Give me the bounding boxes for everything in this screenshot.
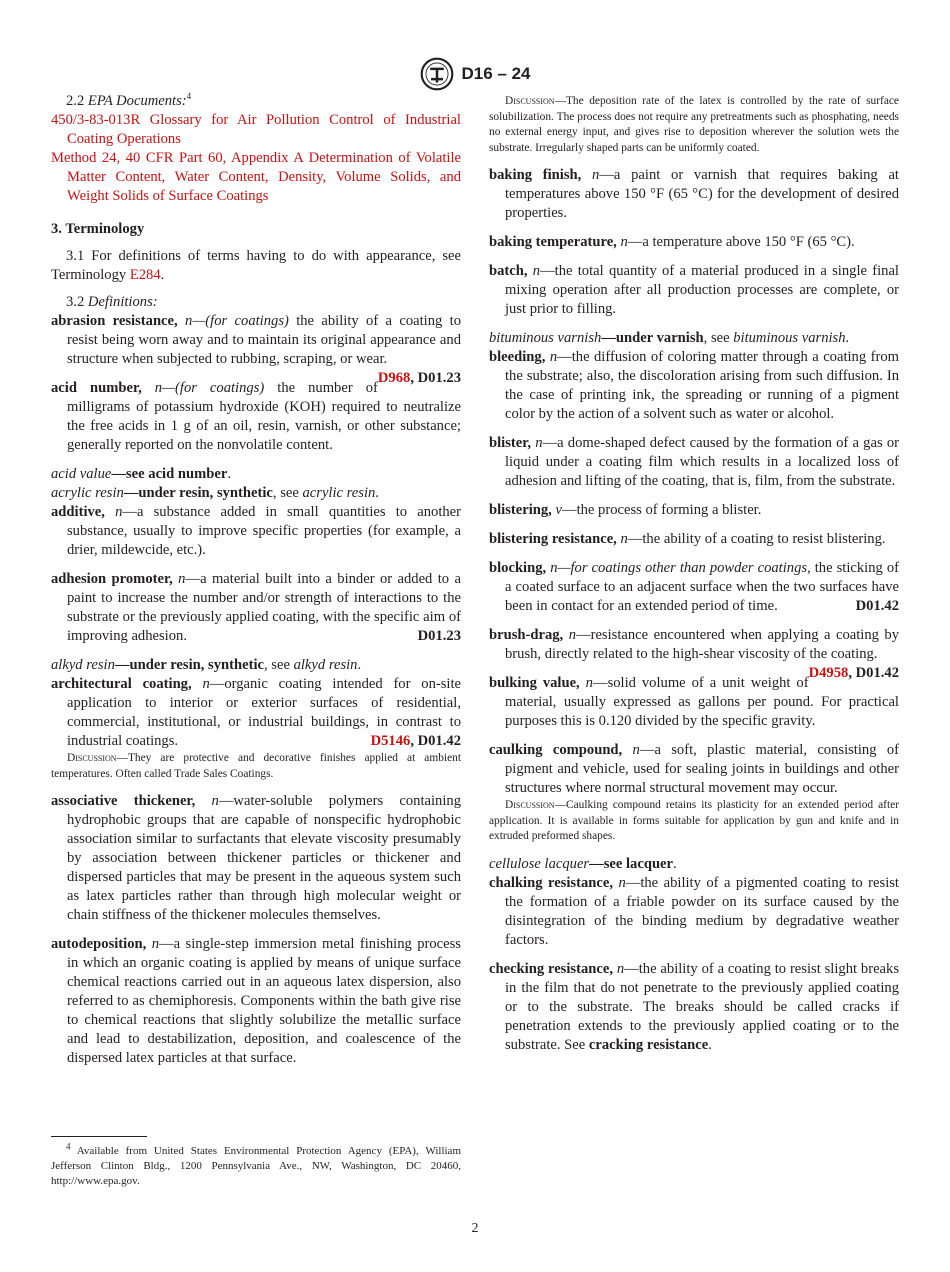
e284-link[interactable]: E284 — [129, 267, 161, 283]
definition-baking-finish: baking finish, n—a paint or varnish that requires baking at temperatures above 150 °F (65 °C) for the development of desired properties. — [489, 167, 899, 221]
paragraph-3-2: 3.2 Definitions: — [66, 294, 158, 310]
reference-method-24 — [51, 149, 461, 206]
discussion-autodeposition: Discussion—The deposition rate of the latex is controlled by the rate of surface solubilization. The process does not require any pretreatments such as phosphating, needs no external energy input, and gives rise to deposition wherever the solution wets the substrate. Irregularly shaped parts can be uniformly coated. — [489, 95, 899, 154]
definition-abrasion-resistance: abrasion resistance, n—(for coatings) the ability of a coating to resist being worn away and to maintain its original appearance and structure when subjected to rubbing, scraping, or wear. D968, D01.23 — [51, 313, 461, 386]
definition-blister: blister, n—a dome-shaped defect caused by the formation of a gas or liquid under a coating film which results in a localized loss of adhesion and lifting of the coating, that is, film, from the substrate. — [489, 435, 899, 489]
definition-bituminous-varnish: bituminous varnish—under varnish, see bituminous varnish. — [489, 330, 850, 346]
astm-logo-icon — [420, 57, 454, 91]
definition-chalking-resistance: chalking resistance, n—the ability of a pigmented coating to resist the formation of a friable powder on its surface caused by the disintegration of the binding medium by degradative weather factors. — [489, 874, 899, 948]
definition-cellulose-lacquer: cellulose lacquer—see lacquer. — [489, 855, 677, 872]
reference-450 — [51, 111, 461, 149]
discussion-architectural-coating: Discussion—They are protective and decorative finishes applied at ambient temperatures. Often called Trade Sales Coatings. — [51, 752, 461, 780]
epa-documents-section — [51, 92, 461, 206]
reference-link[interactable]: Method 24, 40 CFR Part 60, Appendix A — [51, 150, 304, 166]
footnote-4: $^4$ Available from United States Environmental Protection Agency (EPA), William Jefferson Clinton Bldg., 1200 Pennsylvania Ave., NW, Washington, DC 20460, http://www.epa.gov. — [51, 1141, 461, 1187]
d4958-link[interactable]: D4958 — [808, 665, 849, 681]
d968-link[interactable]: D968 — [377, 370, 411, 386]
definition-batch: batch, n—the total quantity of a material produced in a single final mixing operation after all production processes are complete, or just prior to filling. — [489, 263, 899, 317]
reference-title-link[interactable]: Determination of Volatile Matter Content, Water Content, Density, Volume Solids, and Weight Solids of Surface Coatings — [67, 150, 461, 204]
definition-baking-temperature: baking temperature, n—a temperature above 150 °F (65 °C). — [489, 234, 855, 250]
definition-architectural-coating: architectural coating, n—organic coating intended for on-site application to interior or exterior surfaces of residential, commercial, institutional, or industrial buildings, in contrast to industrial coatings. D5146, D01.42 — [51, 676, 461, 749]
paragraph-3-1: 3.1 For definitions of terms having to do with appearance, see Terminology E284. — [51, 248, 461, 283]
right-column — [489, 94, 899, 1065]
subsection-2-2: 2.2 EPA Documents:$^4$ — [66, 91, 192, 109]
definition-bulking-value: bulking value, n—solid volume of a unit weight of material, usually expressed as gallons per pound. For practical purposes this is 0.120 divided by the specific gravity. — [489, 675, 899, 729]
definition-blistering: blistering, v—the process of forming a blister. — [489, 502, 762, 518]
definition-autodeposition: autodeposition, n—a single-step immersion metal finishing process in which an organic coating is applied by means of unique surface chemical reactions carried out in an aqueous latex dispersion, also referred to as chemiphoresis. Components within the bath give rise to chemical reactions that slightly solubilize the metallic surface and lead to destabilization, deposition, and coalescence of the dispersed latex particles at that surface. — [51, 936, 461, 1066]
definition-additive: additive, n—a substance added in small quantities to another substance, usually to improve specific properties (for example, a drier, mildewcide, etc.). — [51, 504, 462, 558]
definition-alkyd-resin: alkyd resin—under resin, synthetic, see alkyd resin. — [51, 657, 362, 673]
reference-link[interactable]: 450/3-83-013R — [51, 112, 141, 128]
footnote-rule — [51, 1136, 147, 1137]
definition-acid-value: acid value—see acid number. — [51, 466, 231, 482]
definition-acid-number: acid number, n—(for coatings) the number of milligrams of potassium hydroxide (KOH) required to neutralize the free acids in 1 g of an oil, resin, varnish, or other substance; generally reported on the nonvolatile content. — [51, 380, 461, 453]
left-column — [51, 92, 461, 1078]
definition-caulking-compound: caulking compound, n—a soft, plastic material, consisting of pigment and vehicle, used for sealing joints in buildings and other structures where normal structural movement may occur. — [489, 742, 899, 796]
definition-blocking: blocking, n—for coatings other than powder coatings, the sticking of a coated surface to an adjacent surface when the two surfaces have been in contact for an extended period of time. D01.42 — [489, 560, 899, 614]
page-header — [0, 57, 950, 91]
document-id: D16 – 24 — [461, 64, 531, 83]
definition-brush-drag: brush-drag, n—resistance encountered when applying a coating by brush, directly related to the high-shear viscosity of the coating. D4958, D01.42 — [489, 627, 899, 681]
definition-acrylic-resin: acrylic resin—under resin, synthetic, see acrylic resin. — [51, 485, 379, 501]
reference-title-link[interactable]: Glossary for Air Pollution Control of Industrial Coating Operations — [67, 112, 461, 147]
definition-associative-thickener: associative thickener, n—water-soluble polymers containing hydrophobic groups that are capable of nonspecific hydrophobic association similar to surfactants that elevate viscosity presumably by association between thickener particles or thickener and dispersed particles that may be present in the aqueous system such as latex particles rather than through high molecular weight or chain stiffness of the thickener molecules themselves. — [51, 793, 461, 923]
definition-blistering-resistance: blistering resistance, n—the ability of a coating to resist blistering. — [489, 531, 886, 547]
section-heading-terminology: 3. Terminology — [51, 221, 145, 237]
d5146-link[interactable]: D5146 — [370, 733, 411, 749]
definition-adhesion-promoter: adhesion promoter, n—a material built into a binder or added to a paint to increase the number and/or strength of interactions to the substrate or the previously applied coating, with the specific aim of improving adhesion. D01.23 — [51, 571, 461, 644]
definition-bleeding: bleeding, n—the diffusion of coloring matter through a coating from the substrate; also, the discoloration arising from such diffusion. In the case of printing ink, the spreading or running of a pigment color by the action of a solvent such as water or alcohol. — [489, 349, 899, 422]
definition-checking-resistance: checking resistance, n—the ability of a coating to resist slight breaks in the film that do not penetrate to the previously applied coating or to the substrate. The breaks should be called cracks if penetration extends to the previously applied coating or to the substrate. See cracking resistance. — [489, 960, 899, 1053]
page-number: 2 — [471, 1221, 479, 1236]
discussion-caulking-compound: Discussion—Caulking compound retains its plasticity for an extended period after application. It is available in forms suitable for application by gun and knife and in extruded preformed shapes. — [489, 799, 899, 842]
